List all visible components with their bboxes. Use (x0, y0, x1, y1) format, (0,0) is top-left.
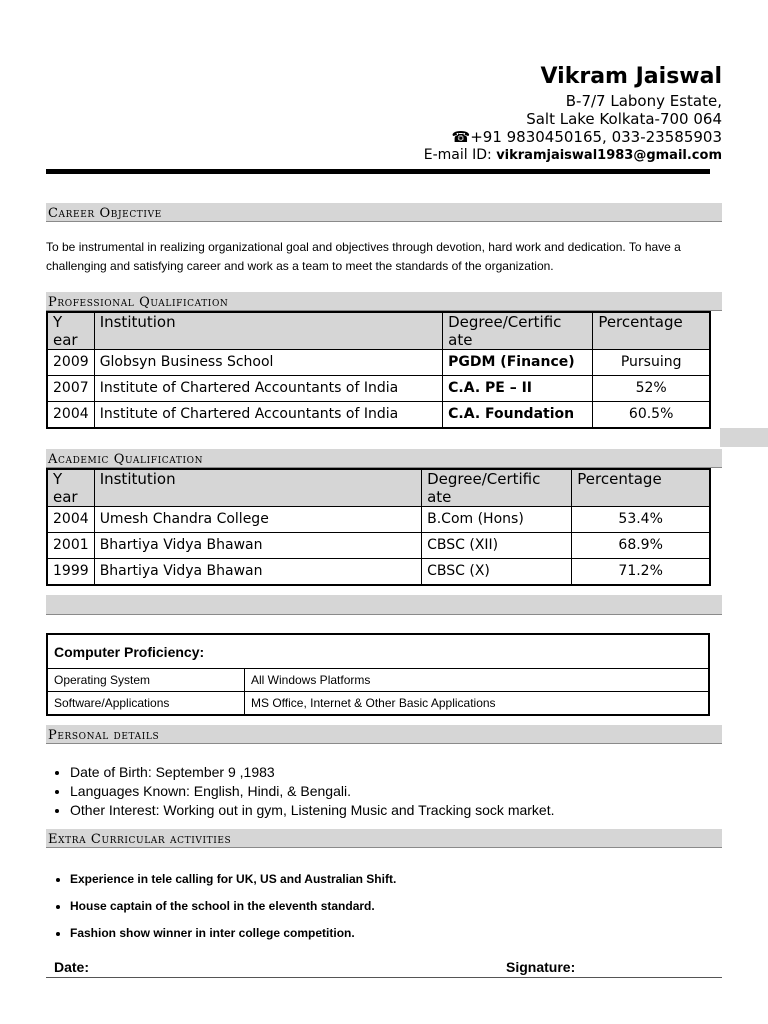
header-divider (46, 169, 710, 174)
signature-label: Signature: (506, 959, 576, 975)
candidate-name: Vikram Jaiswal (540, 64, 722, 89)
cell-degree: B.Com (Hons) (422, 507, 572, 533)
cell-percentage: 60.5% (593, 402, 710, 429)
table-header-row (47, 312, 710, 350)
col-percentage: Percentage (593, 312, 710, 350)
cell-percentage: 53.4% (572, 507, 710, 533)
section-academic-qualification (46, 449, 722, 468)
list-item: • Date of Birth: September 9 ,1983 (70, 763, 555, 782)
cell-value: MS Office, Internet & Other Basic Applications (245, 692, 710, 716)
cell-year: 2007 (47, 376, 94, 402)
col-institution: Institution (94, 469, 421, 507)
col-percentage: Percentage (572, 469, 710, 507)
list-item: • Other Interest: Working out in gym, Listening Music and Tracking sock market. (70, 801, 555, 820)
professional-qualification-table (46, 311, 711, 429)
table-header-row (47, 634, 709, 669)
list-item: • Languages Known: English, Hindi, & Bengali. (70, 782, 555, 801)
col-year: Y ear (47, 469, 94, 507)
cell-year: 2004 (47, 507, 94, 533)
col-year: Y ear (47, 312, 94, 350)
section-heading: Career Objective (48, 206, 162, 221)
cell-year: 1999 (47, 559, 94, 586)
cell-institution: Globsyn Business School (94, 350, 442, 376)
section-personal-details (46, 725, 722, 744)
email-line (424, 147, 722, 163)
cell-percentage: 52% (593, 376, 710, 402)
address-line-2: Salt Lake Kolkata-700 064 (526, 110, 722, 128)
list-item: • House captain of the school in the eleventh standard. (70, 893, 396, 920)
email-address[interactable]: vikramjaiswal1983@gmail.com (496, 148, 722, 163)
table-row (47, 376, 710, 402)
section-heading: Personal details (48, 728, 160, 743)
blank-section-band (46, 595, 722, 615)
table-row (47, 692, 709, 716)
date-label: Date: (54, 959, 90, 975)
table-row (47, 559, 710, 586)
table-header-row (47, 469, 710, 507)
section-heading: Academic Qualification (48, 452, 204, 467)
section-heading: Professional Qualification (48, 295, 229, 310)
email-label: E-mail ID: (423, 147, 497, 163)
cell-year: 2001 (47, 533, 94, 559)
section-extra-curricular (46, 829, 722, 848)
col-degree: Degree/Certific ate (443, 312, 593, 350)
extra-curricular-list (46, 866, 396, 947)
col-degree: Degree/Certific ate (422, 469, 572, 507)
table-row (47, 533, 710, 559)
cell-degree: C.A. Foundation (443, 402, 593, 429)
list-item: • Experience in tele calling for UK, US and Australian Shift. (70, 866, 396, 893)
section-professional-qualification (46, 292, 722, 311)
cell-degree: CBSC (X) (422, 559, 572, 586)
table-row (47, 507, 710, 533)
computer-proficiency-table (46, 633, 710, 716)
career-objective-text: To be instrumental in realizing organizational goal and objectives through devotion, hard work and dedication. To have a challenging and satisfying career and work as a team to meet the standards of the organization. (46, 240, 681, 273)
address-line-1: B-7/7 Labony Estate, (565, 92, 722, 110)
phone-numbers: +91 9830450165, 033-23585903 (470, 128, 722, 146)
cell-institution: Institute of Chartered Accountants of India (94, 402, 442, 429)
academic-qualification-table (46, 468, 711, 586)
cell-year: 2009 (47, 350, 94, 376)
cell-degree: PGDM (Finance) (443, 350, 593, 376)
col-institution: Institution (94, 312, 442, 350)
table-row (47, 402, 710, 429)
cell-category: Operating System (47, 669, 245, 692)
cell-percentage: 68.9% (572, 533, 710, 559)
cell-institution: Bhartiya Vidya Bhawan (94, 533, 421, 559)
margin-tab (720, 428, 768, 447)
cell-percentage: Pursuing (593, 350, 710, 376)
cell-degree: CBSC (XII) (422, 533, 572, 559)
personal-details-list (46, 763, 555, 820)
computer-proficiency-heading: Computer Proficiency: (47, 634, 709, 669)
cell-value: All Windows Platforms (245, 669, 710, 692)
cell-category: Software/Applications (47, 692, 245, 716)
cell-year: 2004 (47, 402, 94, 429)
cell-institution: Umesh Chandra College (94, 507, 421, 533)
section-heading: Extra Curricular activities (48, 832, 232, 847)
cell-institution: Institute of Chartered Accountants of India (94, 376, 442, 402)
table-row (47, 350, 710, 376)
cell-degree: C.A. PE – II (443, 376, 593, 402)
section-career-objective (46, 203, 722, 222)
telephone-icon: ☎ (451, 128, 471, 146)
list-item: • Fashion show winner in inter college competition. (70, 920, 396, 947)
table-row (47, 669, 709, 692)
signature-footer (46, 957, 722, 978)
cell-percentage: 71.2% (572, 559, 710, 586)
phone-line (452, 128, 722, 146)
cell-institution: Bhartiya Vidya Bhawan (94, 559, 421, 586)
